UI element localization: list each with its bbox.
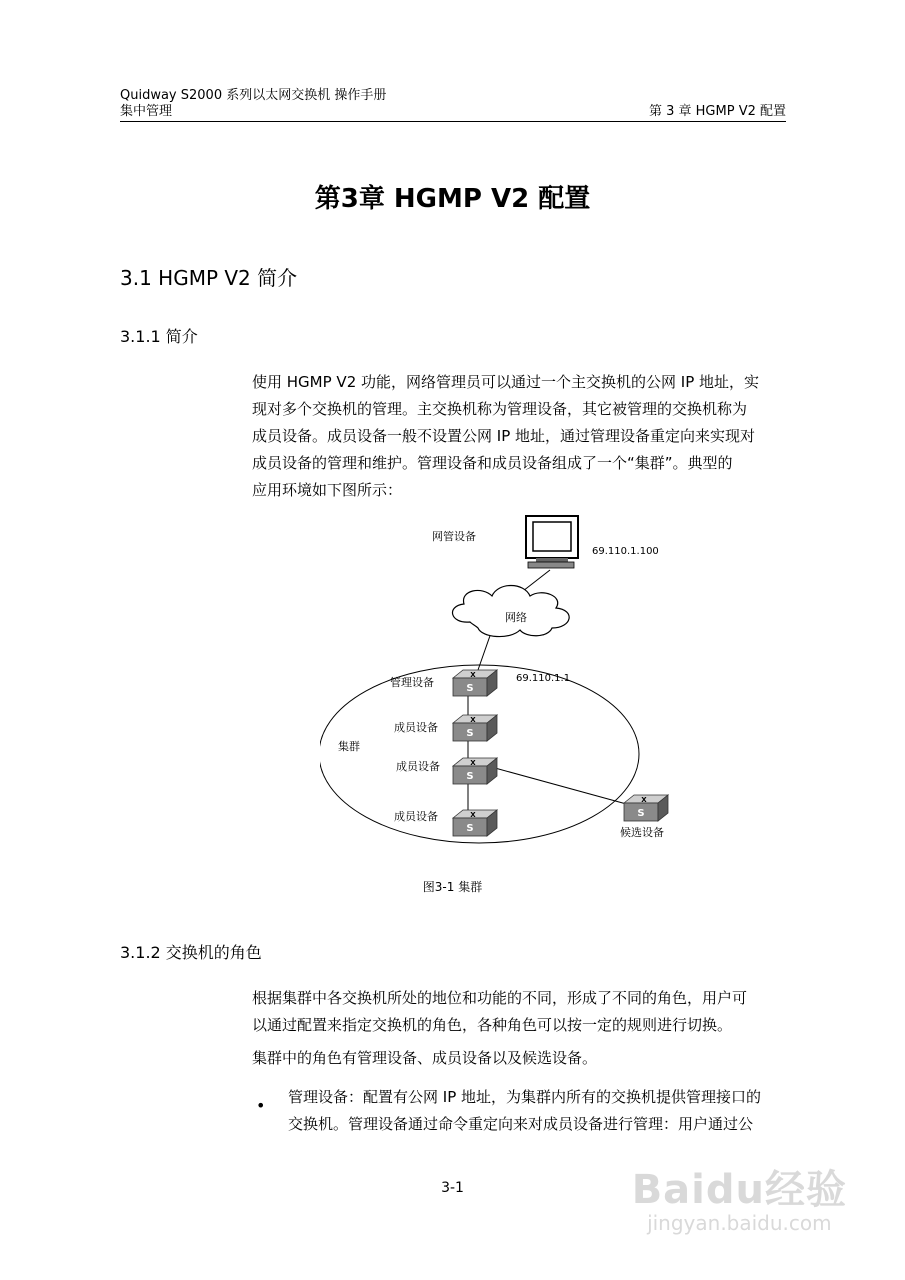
member-switch-3-icon: [453, 810, 497, 836]
page-number: 3-1: [441, 1180, 464, 1196]
header-rule: [120, 121, 786, 122]
intro-line: 现对多个交换机的管理。主交换机称为管理设备，其它被管理的交换机称为: [252, 400, 748, 418]
header-section: 集中管理: [120, 104, 173, 119]
nms-ip: 69.110.1.100: [592, 546, 659, 557]
cluster-label: 集群: [338, 740, 360, 753]
network-label: 网络: [505, 611, 527, 624]
switch-top-glyph: X: [470, 759, 476, 767]
candidate-switch-icon: [624, 795, 668, 821]
member-switch-2-icon: [453, 758, 497, 784]
watermark-brand: Baidu经验: [631, 1167, 847, 1213]
commander-switch-icon: [453, 670, 497, 696]
switch-front-glyph: S: [466, 728, 474, 739]
bullet-line: 交换机。管理设备通过命令重定向来对成员设备进行管理：用户通过公: [288, 1115, 754, 1133]
figure-caption: 图3-1 集群: [422, 880, 483, 894]
section-3-1-2-heading: 3.1.2 交换机的角色: [120, 943, 262, 962]
chapter-title: 第3章 HGMP V2 配置: [314, 184, 591, 214]
link-member2-candidate: [495, 768, 630, 805]
member-label-2: 成员设备: [396, 760, 440, 773]
intro-paragraph: [252, 369, 786, 504]
commander-ip: 69.110.1.1: [516, 673, 571, 684]
switch-front-glyph: S: [466, 771, 474, 782]
intro-line: 使用 HGMP V2 功能，网络管理员可以通过一个主交换机的公网 IP 地址，实: [252, 373, 760, 391]
intro-line: 应用环境如下图所示：: [252, 481, 403, 499]
switch-front-glyph: S: [466, 683, 474, 694]
candidate-label: 候选设备: [620, 826, 664, 839]
bullet-line: 管理设备：配置有公网 IP 地址，为集群内所有的交换机提供管理接口的: [288, 1088, 762, 1106]
switch-top-glyph: X: [470, 716, 476, 724]
intro-line: 成员设备的管理和维护。管理设备和成员设备组成了一个“集群”。典型的: [252, 454, 733, 472]
member-label-3: 成员设备: [394, 810, 438, 823]
roles-line: 以通过配置来指定交换机的角色，各种角色可以按一定的规则进行切换。: [252, 1016, 733, 1034]
roles-paragraph: [252, 985, 786, 1039]
intro-line: 成员设备。成员设备一般不设置公网 IP 地址，通过管理设备重定向来实现对: [252, 427, 756, 445]
member-switch-1-icon: [453, 715, 497, 741]
header-chapter-ref: 第 3 章 HGMP V2 配置: [648, 104, 786, 119]
commander-label: 管理设备: [390, 676, 434, 689]
switch-front-glyph: S: [466, 823, 474, 834]
cluster-diagram: [320, 510, 680, 850]
computer-icon: [526, 516, 578, 568]
section-3-1-heading: 3.1 HGMP V2 简介: [120, 266, 298, 290]
roles-line: 根据集群中各交换机所处的地位和功能的不同，形成了不同的角色，用户可: [252, 989, 748, 1007]
switch-front-glyph: S: [637, 808, 645, 819]
switch-top-glyph: X: [470, 671, 476, 679]
header-title: Quidway S2000 系列以太网交换机 操作手册: [120, 88, 387, 103]
bullet-item: [288, 1084, 786, 1138]
roles-summary: 集群中的角色有管理设备、成员设备以及候选设备。: [252, 1049, 598, 1067]
watermark: [632, 1158, 847, 1235]
switch-top-glyph: X: [470, 811, 476, 819]
switch-top-glyph: X: [641, 796, 647, 804]
nms-label: 网管设备: [432, 530, 476, 543]
section-3-1-1-heading: 3.1.1 简介: [120, 327, 198, 346]
member-label-1: 成员设备: [394, 721, 438, 734]
bullet-dot: •: [256, 1096, 266, 1115]
watermark-url: jingyan.baidu.com: [647, 1211, 832, 1235]
